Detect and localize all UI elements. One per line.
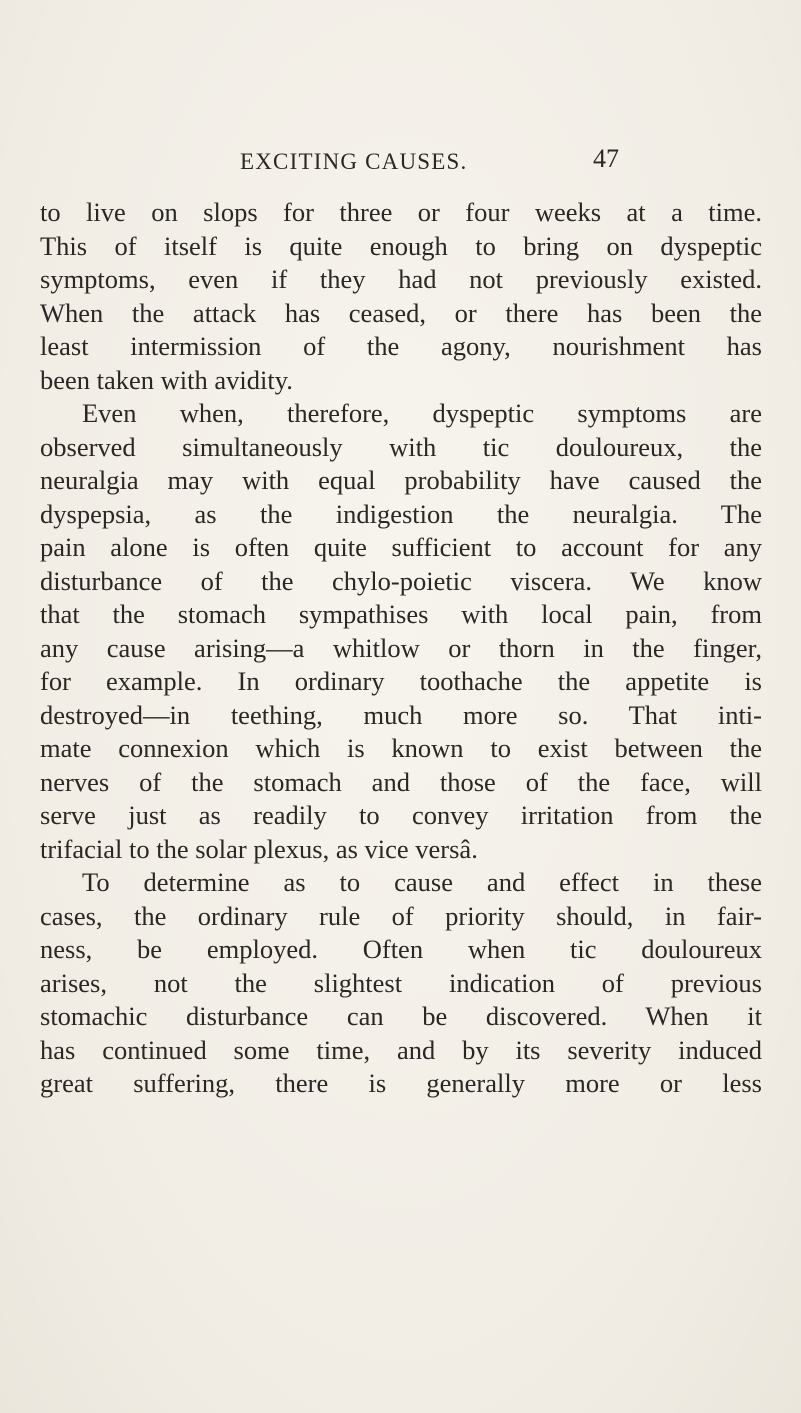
text-line: symptoms, even if they had not previously existed. xyxy=(40,264,762,294)
text-line: Even when, therefore, dyspeptic symptoms are xyxy=(82,398,762,428)
text-line: for example. In ordinary toothache the appetite is xyxy=(40,666,762,696)
text-line: has continued some time, and by its severity induced xyxy=(40,1034,762,1065)
text-line: trifacial to the solar plexus, as vice versâ. xyxy=(40,833,478,864)
text-line: ness, be employed. Often when tic douloureux xyxy=(40,934,762,964)
text-line: least intermission of the agony, nourishment has xyxy=(40,331,762,361)
text-line: observed simultaneously with tic douloureux, the xyxy=(40,431,762,462)
text-line: arises, not the slightest indication of previous xyxy=(40,967,762,998)
text-line: This of itself is quite enough to bring on dyspeptic xyxy=(40,230,762,261)
text-line: serve just as readily to convey irritation from the xyxy=(40,800,762,830)
running-title: EXCITING CAUSES. xyxy=(240,149,468,174)
text-line: pain alone is often quite sufficient to account for any xyxy=(40,532,762,562)
text-line: great suffering, there is generally more or less xyxy=(40,1068,762,1098)
text-line: mate connexion which is known to exist between the xyxy=(40,733,762,763)
body-text xyxy=(40,196,762,1101)
text-line: that the stomach sympathises with local pain, from xyxy=(40,599,762,629)
text-line: any cause arising—a whitlow or thorn in the finger, xyxy=(40,632,762,663)
text-line: cases, the ordinary rule of priority should, in fair- xyxy=(40,900,762,931)
text-line: dyspepsia, as the indigestion the neuralgia. The xyxy=(40,498,762,529)
text-line: When the attack has ceased, or there has been the xyxy=(40,297,762,328)
page-number: 47 xyxy=(593,144,619,173)
text-line: disturbance of the chylo-poietic viscera. We know xyxy=(40,565,762,596)
text-line: neuralgia may with equal probability have caused the xyxy=(40,465,762,495)
text-line: stomachic disturbance can be discovered. When it xyxy=(40,1001,762,1031)
text-line: nerves of the stomach and those of the face, will xyxy=(40,766,762,797)
running-head xyxy=(40,146,760,186)
text-line: been taken with avidity. xyxy=(40,364,293,395)
text-line: to live on slops for three or four weeks at a time. xyxy=(40,197,762,227)
text-line: To determine as to cause and effect in these xyxy=(82,867,762,897)
text-line: destroyed—in teething, much more so. That inti- xyxy=(40,699,762,730)
